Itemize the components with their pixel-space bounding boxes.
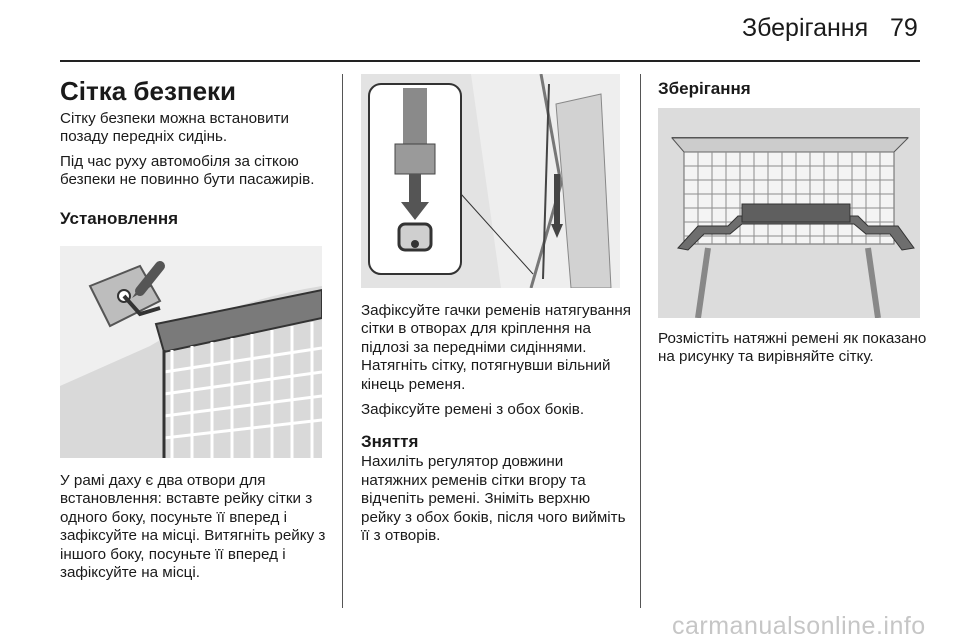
subheading-installation: Установлення bbox=[60, 208, 179, 228]
header-rule bbox=[60, 60, 920, 62]
figure-roof-rail-installation bbox=[60, 246, 322, 458]
installation-caption: У рамі даху є два отвори для встановлення: вставте рейку сітки з одного боку, посуньте її вперед і зафіксуйте на місці. Витягніть рейку з іншого боку, посуньте її вперед і зафіксуйте на місці. bbox=[60, 472, 326, 582]
column-2-text bbox=[361, 302, 631, 545]
column-divider-2 bbox=[640, 74, 641, 608]
column-divider-1 bbox=[342, 74, 343, 608]
intro-paragraph-2: Під час руху автомобіля за сіткою безпеки не повинно бути пасажирів. bbox=[60, 152, 315, 189]
figure-floor-anchor bbox=[361, 74, 620, 288]
page-number: 79 bbox=[890, 14, 918, 42]
net-roof-mount-illustration bbox=[60, 246, 322, 458]
column-1 bbox=[60, 76, 330, 230]
figure-net-storage bbox=[658, 108, 920, 318]
anchor-instructions: Зафіксуйте гачки ременів натягування сітки в отворах для кріплення на підлозі за передніми сидіннями. Натягніть сітку, потягнувши вільний кінець ременя. bbox=[361, 302, 631, 393]
fasten-both-sides: Зафіксуйте ремені з обох боків. bbox=[361, 401, 585, 419]
section-title: Сітка безпеки bbox=[60, 76, 237, 106]
column-3-caption-block bbox=[658, 330, 928, 367]
column-3 bbox=[658, 78, 928, 100]
column-1-caption-block bbox=[60, 472, 330, 582]
subheading-removal: Зняття bbox=[361, 432, 419, 452]
folded-net-illustration bbox=[658, 108, 920, 318]
storage-caption: Розмістіть натяжні ремені як показано на рисунку та вирівняйте сітку. bbox=[658, 330, 927, 366]
subheading-storage: Зберігання bbox=[658, 79, 751, 98]
belt-hook-illustration bbox=[361, 74, 620, 288]
intro-paragraph-1: Сітку безпеки можна встановити позаду передніх сидінь. bbox=[60, 110, 290, 146]
removal-instructions: Нахиліть регулятор довжини натяжних ременів сітки вгору та відчепіть ремені. Зніміть верхню рейку з обох боків, після чого вийміть її з отворів. bbox=[361, 453, 626, 545]
site-watermark: carmanualsonline.info bbox=[672, 612, 926, 640]
running-header-title: Зберігання bbox=[742, 14, 869, 42]
